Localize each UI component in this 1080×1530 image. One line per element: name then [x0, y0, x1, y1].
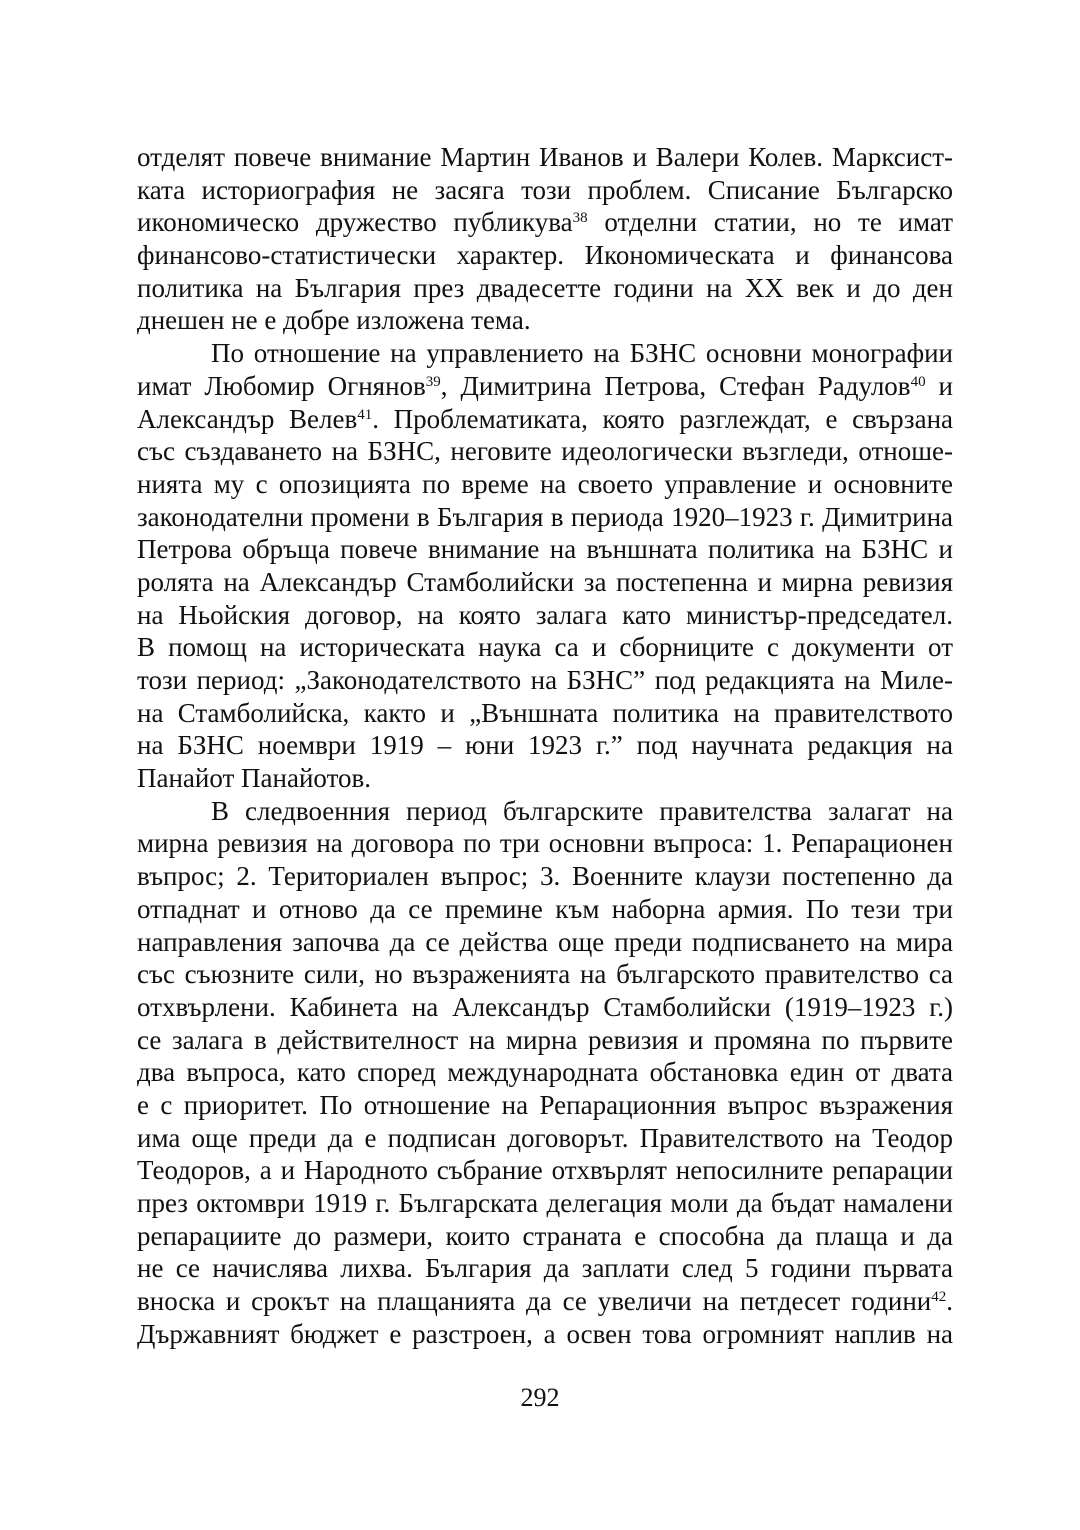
text-line — [137, 435, 953, 468]
text-line — [137, 468, 953, 501]
body-text — [137, 141, 953, 1350]
text-line — [137, 206, 953, 239]
text-line — [137, 991, 953, 1024]
text-line — [137, 599, 953, 632]
text-segment: Панайот Панайотов. — [137, 763, 372, 794]
text-segment: се залага в действителност на мирна ревизия и промяна по първите — [137, 1024, 953, 1055]
text-segment: репарациите до размери, които страната е способна да плаща и да — [137, 1220, 953, 1251]
text-segment: този период: „Законодателството на БЗНС” под редакцията на Миле- — [137, 665, 953, 695]
text-segment: със създаването на БЗНС, неговите идеологически възгледи, отноше- — [137, 436, 953, 467]
text-segment: вноска и срокът на плащанията да се увеличи на петдесет години — [137, 1286, 932, 1317]
text-segment: финансово-статистически характер. Икономическата и финансова — [137, 240, 953, 271]
text-segment: Теодоров, а и Народното събрание отхвърлят непосилните репарации — [137, 1155, 953, 1186]
text-segment: . Проблематиката, която разглеждат, е свързана — [372, 403, 954, 434]
text-segment: днешен не е добре изложена тема. — [137, 305, 531, 336]
text-line — [137, 1252, 953, 1285]
text-line — [137, 370, 953, 403]
text-line — [137, 926, 953, 959]
text-line — [137, 795, 953, 828]
text-segment: отделят повече внимание Мартин Иванов и Валери Колев. Марксист- — [137, 142, 953, 172]
footnote-reference: 38 — [572, 210, 588, 227]
text-segment: не се начислява лихва. България да заплати след 5 години първата — [137, 1253, 953, 1284]
text-line — [137, 533, 953, 566]
text-segment: В следвоенния период българските правителства залагат на — [211, 795, 953, 826]
text-segment: има още преди да е подписан договорът. Правителството на Теодор — [137, 1122, 953, 1153]
text-line — [137, 304, 953, 337]
text-line — [137, 1154, 953, 1187]
text-segment: Александър Велев — [137, 403, 358, 434]
paragraph — [137, 141, 953, 337]
text-line — [137, 174, 953, 207]
text-line — [137, 501, 953, 534]
paragraph — [137, 337, 953, 795]
text-line — [137, 827, 953, 860]
text-segment: имат Любомир Огнянов — [137, 370, 426, 401]
text-line — [137, 1056, 953, 1089]
text-segment: със съюзните сили, но възраженията на българското правителство са — [137, 959, 953, 990]
paragraph — [137, 795, 953, 1351]
text-segment: мирна ревизия на договора по три основни въпроса: 1. Репарационен — [137, 828, 953, 859]
footnote-reference: 39 — [425, 373, 441, 390]
text-segment: ката историография не засяга този проблем. Списание Българско — [137, 174, 953, 205]
text-line — [137, 958, 953, 991]
text-segment: икономическо дружество публикува — [137, 207, 573, 238]
text-segment: на Стамболийска, както и „Външната политика на правителството — [137, 697, 953, 728]
text-segment: По отношение на управлението на БЗНС основни монографии — [211, 338, 953, 369]
text-segment: ролята на Александър Стамболийски за постепенна и мирна ревизия — [137, 566, 953, 597]
text-line — [137, 239, 953, 272]
footnote-reference: 42 — [931, 1289, 947, 1306]
text-line — [137, 1285, 953, 1318]
text-line — [137, 893, 953, 926]
text-line — [137, 1220, 953, 1253]
text-line — [137, 337, 953, 370]
text-segment: отпаднат и отново да се премине към наборна армия. По тези три — [137, 893, 953, 924]
text-segment: законодателни промени в България в периода 1920–1923 г. Димитрина — [137, 501, 953, 532]
footnote-reference: 41 — [357, 406, 373, 423]
text-line — [137, 729, 953, 762]
text-segment: е с приоритет. По отношение на Репарационния въпрос възражения — [137, 1089, 953, 1120]
text-segment: два въпроса, като според международната обстановка един от двата — [137, 1057, 953, 1088]
text-line — [137, 762, 953, 795]
text-segment: и — [925, 370, 953, 401]
text-segment: В помощ на историческата наука са и сборниците с документи от — [137, 632, 953, 663]
text-line — [137, 1187, 953, 1220]
text-line — [137, 860, 953, 893]
text-line — [137, 141, 953, 174]
text-line — [137, 1089, 953, 1122]
text-segment: политика на България през двадесетте години на XX век и до ден — [137, 272, 953, 303]
text-segment: . — [946, 1286, 953, 1317]
text-segment: , Димитрина Петрова, Стефан Радулов — [440, 370, 911, 401]
footnote-reference: 40 — [910, 373, 926, 390]
text-line — [137, 1122, 953, 1155]
text-segment: въпрос; 2. Териториален въпрос; 3. Военните клаузи постепенно да — [137, 861, 953, 892]
text-segment: направления започва да се действа още преди подписването на мира — [137, 926, 953, 957]
text-segment: отделни статии, но те имат — [587, 207, 953, 238]
text-line — [137, 631, 953, 664]
text-line — [137, 1024, 953, 1057]
text-line — [137, 566, 953, 599]
text-segment: нията му с опозицията по време на своето управление и основните — [137, 468, 953, 499]
text-segment: през октомври 1919 г. Българската делегация моли да бъдат намалени — [137, 1188, 953, 1218]
text-line — [137, 697, 953, 730]
text-segment: на Ньойския договор, на която залага като министър-председател. — [137, 599, 953, 630]
text-segment: отхвърлени. Кабинета на Александър Стамболийски (1919–1923 г.) — [137, 991, 953, 1022]
text-segment: Държавният бюджет е разстроен, а освен това огромният наплив на — [137, 1318, 953, 1349]
text-segment: на БЗНС ноември 1919 – юни 1923 г.” под научната редакция на — [137, 730, 953, 761]
text-line — [137, 272, 953, 305]
text-segment: Петрова обръща повече внимание на външната политика на БЗНС и — [137, 534, 953, 565]
text-line — [137, 1318, 953, 1351]
text-line — [137, 664, 953, 697]
text-line — [137, 403, 953, 436]
page-number: 292 — [520, 1383, 560, 1412]
